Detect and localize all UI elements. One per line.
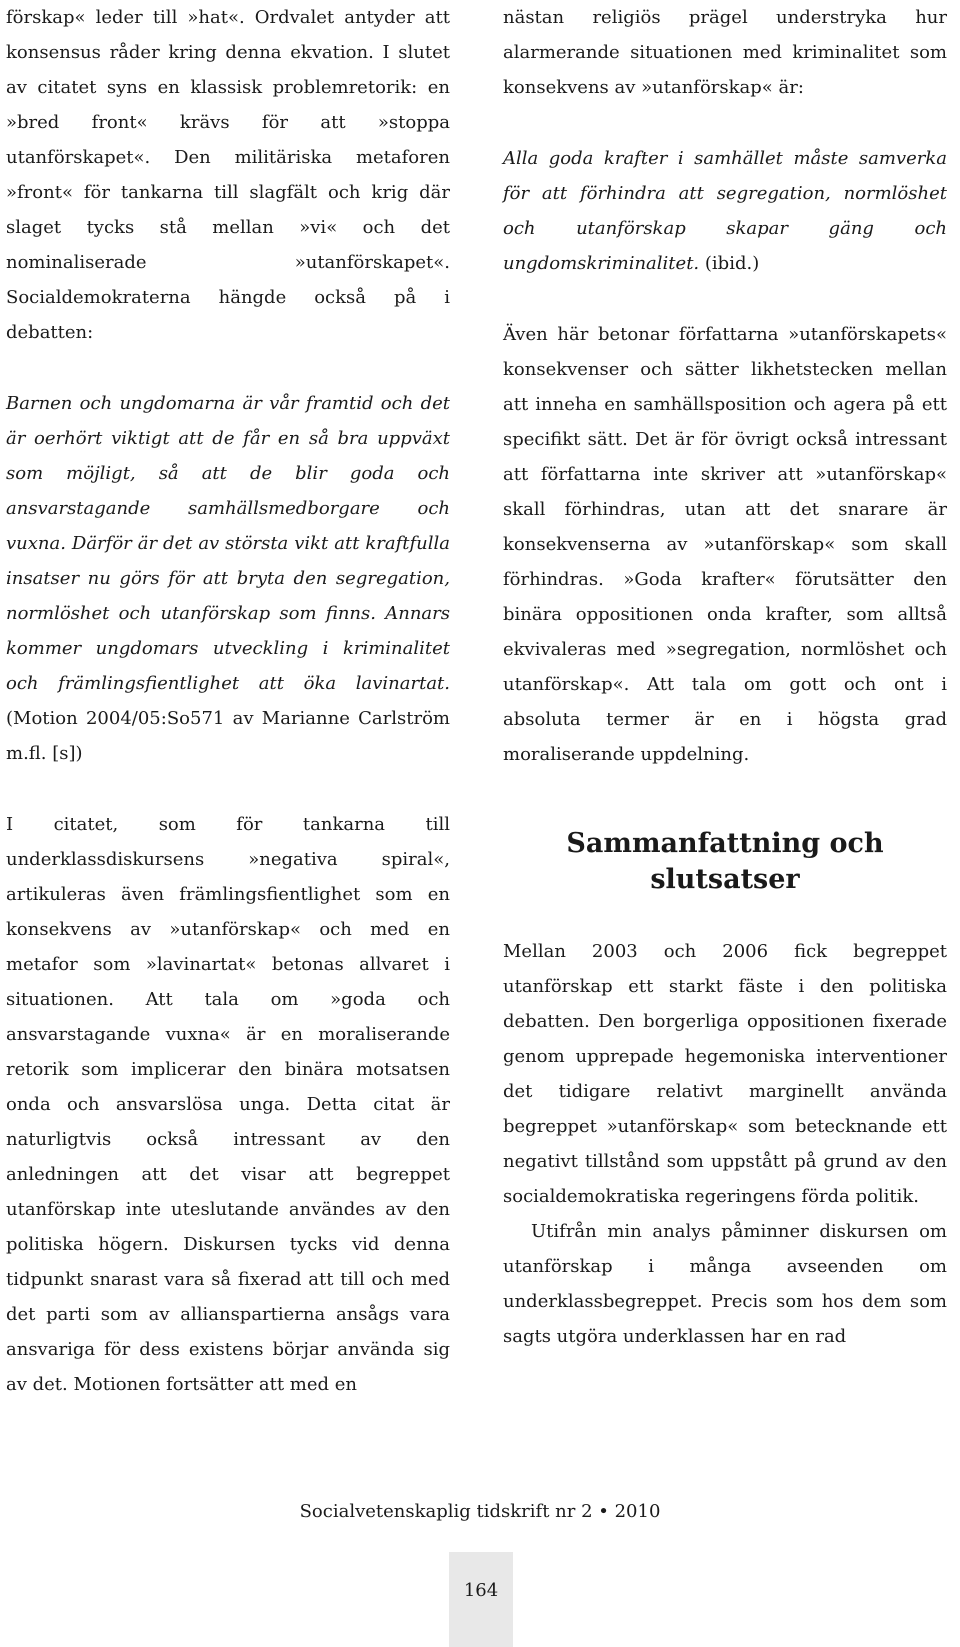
block-quote — [6, 386, 450, 771]
body-paragraph: förskap« leder till »hat«. Ordvalet antyder att konsensus råder kring denna ekvation. I slutet av citatet syns en klassisk problemretorik: en »bred front« krävs för att »stoppa utanförskapet«. Den militäriska metaforen »front« för tankarna till slagfält och krig där slaget tycks stå mellan »vi« och det nominaliserade »utanförskapet«. Socialdemokraterna hängde också på i debatten: — [6, 7, 450, 343]
body-paragraph: Mellan 2003 och 2006 fick begreppet utanförskap ett starkt fäste i den politiska debatten. Den borgerliga oppositionen fixerade genom upprepade hegemoniska interventioner det tidigare relativt marginellt använda begreppet »utanförskap« som betecknande ett negativt tillstånd som uppstått på grund av den socialdemokratiska regeringens förda politik. — [503, 941, 947, 1207]
quote-text: Alla goda krafter i samhället måste samverka för att förhindra att segregation, normlöshet och utanförskap skapar gäng och ungdomskriminalitet. — [503, 148, 947, 274]
body-paragraph: nästan religiös prägel understryka hur alarmerande situationen med kriminalitet som konsekvens av »utanförskap« är: — [503, 7, 947, 98]
body-paragraph: Utifrån min analys påminner diskursen om utanförskap i många avseenden om underklassbegreppet. Precis som hos dem som sagts utgöra underklassen har en rad — [503, 1221, 947, 1347]
block-quote — [503, 141, 947, 281]
quote-text: Barnen och ungdomarna är vår framtid och det är oerhört viktigt att de får en så bra uppväxt som möjligt, så att de blir goda och ansvarstagande samhällsmedborgare och vuxna. Därför är det av största vikt att kraftfulla insatser nu görs för att bryta den segregation, normlöshet och utanförskap som finns. Annars kommer ungdomars utveckling i kriminalitet och främlingsfientlighet att öka lavinartat. — [6, 393, 450, 694]
left-column — [6, 0, 450, 1402]
body-paragraph: I citatet, som för tankarna till underklassdiskursens »negativa spiral«, artikuleras även främlingsfientlighet som en konsekvens av »utanförskap« och med en metafor som »lavinartat« betonas allvaret i situationen. Att tala om »goda och ansvarstagande vuxna« är en moraliserande retorik som implicerar den binära motsatsen onda och ansvarslösa unga. Detta citat är naturligtvis också intressant av den anledningen att det visar att begreppet utanförskap inte uteslutande användes av den politiska högern. Diskursen tycks vid denna tidpunkt snarast vara så fixerad att till och med det parti som av allianspartierna ansågs vara ansvariga för dess existens börjar använda sig av det. Motionen fortsätter att med en — [6, 814, 450, 1395]
section-heading: Sammanfattning och slutsatser — [566, 828, 884, 895]
quote-citation: (ibid.) — [704, 253, 760, 274]
journal-footer: Socialvetenskaplig tidskrift nr 2 • 2010 — [299, 1501, 661, 1522]
body-paragraph: Även här betonar författarna »utanförskapets« konsekvenser och sätter likhetstecken mellan att inneha en samhällsposition och agera på ett specifikt sätt. Det är för övrigt också intressant att författarna inte skriver att »utanförskap« skall förhindras, utan att det snarare är konsekvenserna av »utanförskap« som skall förhindras. »Goda krafter« förutsätter den binära oppositionen onda krafter, som alltså ekvivaleras med »segregation, normlöshet och utanförskap«. Att tala om gott och ont i absoluta termer är en i högsta grad moraliserande uppdelning. — [503, 324, 947, 765]
page-number: 164 — [463, 1580, 499, 1601]
page-number-box — [449, 1552, 513, 1647]
right-column — [503, 0, 947, 1354]
quote-citation: (Motion 2004/05:So571 av Marianne Carlström m.fl. [s]) — [6, 708, 450, 764]
